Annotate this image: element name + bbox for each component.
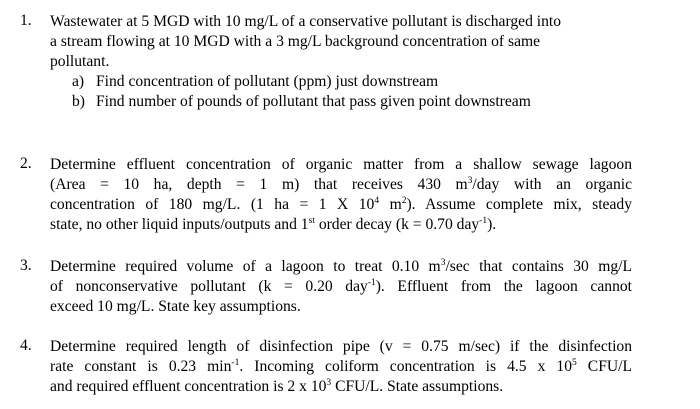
- question-text-line: state, no other liquid inputs/outputs and 1st order decay (k = 0.70 day$^{-1}$).: [50, 216, 497, 233]
- question-text-line: Determine required length of disinfection pipe (v = 0.75 m/sec) if the disinfection: [50, 338, 632, 355]
- subparts: [72, 72, 632, 112]
- question-text-line: Determine required volume of a lagoon to treat 0.10 $m^3/\sec$ that contains 30 mg/L: [50, 258, 632, 275]
- question-text-line: exceed 10 mg/L. State key assumptions.: [50, 298, 301, 315]
- question-number: 1.: [20, 12, 32, 29]
- question-text-line: concentration of 180 mg/L. (1 ha = 1 X $10^4$ $m^2$). Assume complete mix, steady: [50, 196, 632, 213]
- question-text-line: rate constant is 0.23 $\min^{-1}$. Incoming coliform concentration is 4.5 x $10^5$ CFU/L: [50, 358, 633, 375]
- question-number: 4.: [20, 337, 32, 354]
- question-text-line: (Area = 10 ha, depth = 1 m) that receives 430 $m^3$/day with an organic: [50, 176, 632, 193]
- subpart-text: Find concentration of pollutant (ppm) just downstream: [96, 73, 439, 90]
- question-text-line: Determine effluent concentration of organic matter from a shallow sewage lagoon: [50, 156, 632, 173]
- question-3: [20, 257, 632, 317]
- question-4: [20, 337, 632, 397]
- question-text-line: and required effluent concentration is 2 x $10^3$ CFU/L. State assumptions.: [50, 378, 504, 395]
- subpart-label: a): [72, 73, 85, 90]
- question-text-line: pollutant.: [50, 53, 110, 70]
- question-number: 2.: [20, 155, 32, 172]
- question-number: 3.: [20, 257, 32, 274]
- subpart-b: [72, 92, 632, 112]
- question-text-line: of nonconservative pollutant (k = 0.20 day$^{-1}$). Effluent from the lagoon cannot: [50, 278, 632, 295]
- subpart-a: [72, 72, 632, 92]
- question-text-line: a stream flowing at 10 MGD with a 3 mg/L background concentration of same: [50, 33, 541, 50]
- question-1: [20, 12, 632, 112]
- question-text-line: Wastewater at 5 MGD with 10 mg/L of a conservative pollutant is discharged into: [50, 13, 562, 30]
- subpart-label: b): [72, 93, 85, 110]
- subpart-text: Find number of pounds of pollutant that pass given point downstream: [96, 93, 531, 110]
- question-2: [20, 155, 632, 235]
